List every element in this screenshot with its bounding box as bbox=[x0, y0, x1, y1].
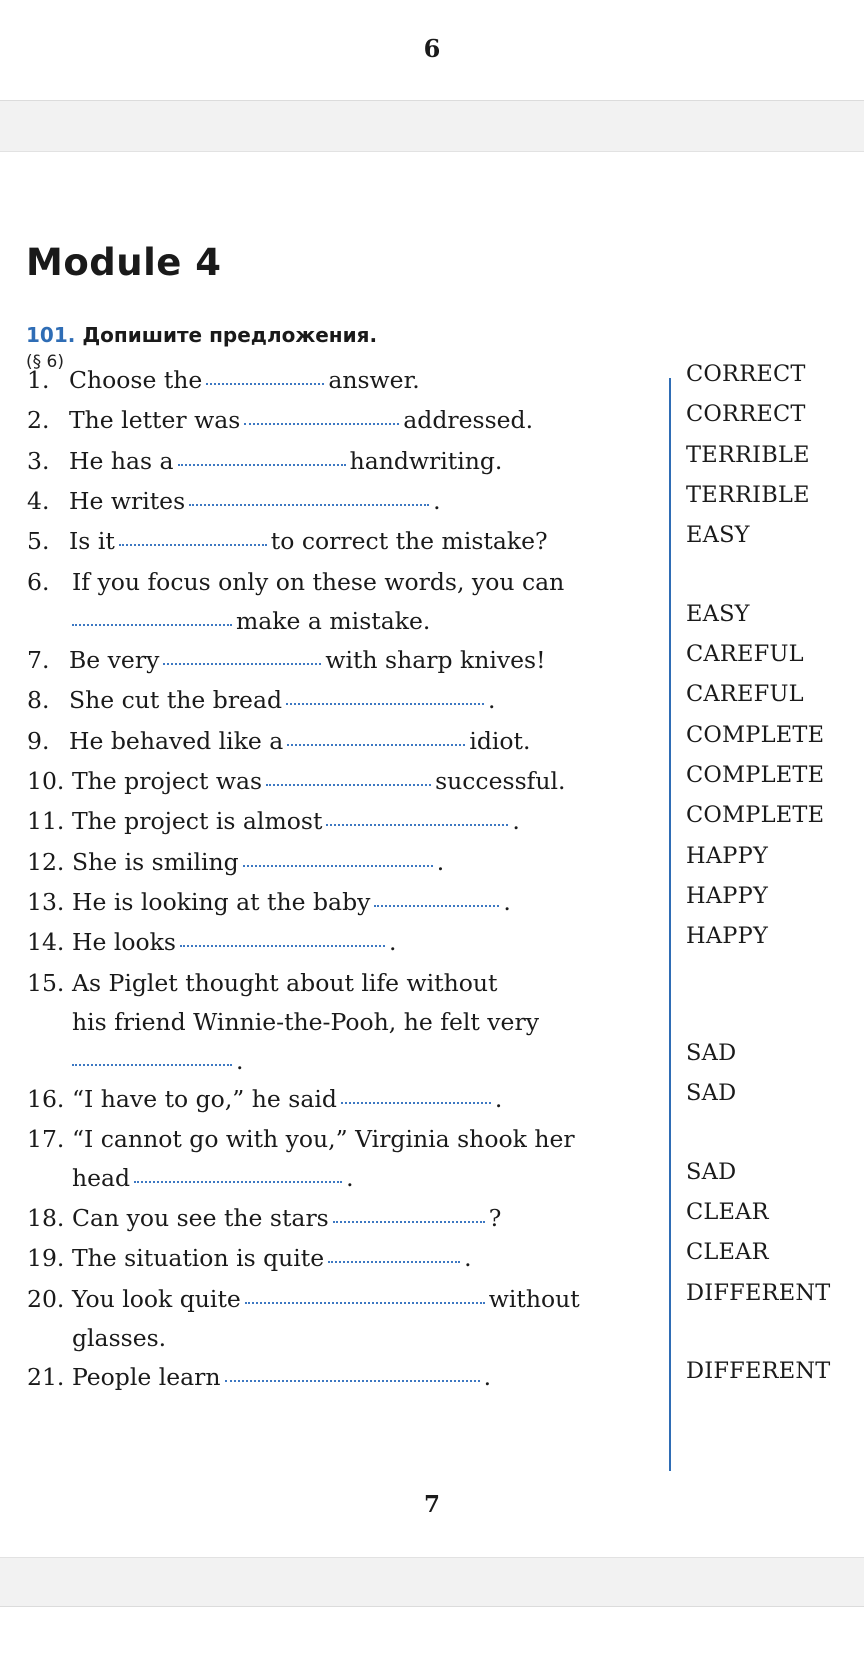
item-text bbox=[69, 401, 652, 440]
item-number: 1. bbox=[27, 366, 50, 394]
text-after: successful. bbox=[435, 767, 566, 795]
answer-blank[interactable] bbox=[206, 383, 324, 385]
item-text bbox=[72, 1199, 652, 1238]
item-text bbox=[72, 1239, 652, 1278]
item-number: 15. bbox=[27, 969, 65, 997]
text-before: He behaved like a bbox=[69, 727, 284, 755]
base-word: CAREFUL bbox=[686, 641, 804, 667]
text-after: . bbox=[488, 686, 496, 714]
text-line: If you focus only on these words, you can bbox=[72, 568, 565, 596]
text-after: . bbox=[436, 848, 445, 876]
item-number: 10. bbox=[27, 767, 65, 795]
exercise-number: 101. bbox=[26, 323, 76, 347]
text-before: head bbox=[72, 1164, 131, 1192]
text-after: answer. bbox=[328, 366, 420, 394]
base-word: EASY bbox=[686, 601, 750, 627]
answer-blank[interactable] bbox=[72, 1064, 232, 1066]
text-before: The situation is quite bbox=[72, 1244, 325, 1272]
answer-blank[interactable] bbox=[286, 703, 484, 705]
text-before: She cut the bread bbox=[69, 686, 283, 714]
item-text bbox=[72, 762, 652, 801]
text-after: . bbox=[464, 1244, 472, 1272]
text-before: He is looking at the baby bbox=[72, 888, 371, 916]
text-line: glasses. bbox=[72, 1324, 167, 1352]
item-number: 9. bbox=[27, 727, 50, 755]
text-after: . bbox=[503, 888, 511, 916]
item-text bbox=[72, 1280, 652, 1358]
text-before: She is smiling bbox=[72, 848, 239, 876]
base-word: HAPPY bbox=[686, 843, 769, 869]
item-number: 13. bbox=[27, 888, 65, 916]
text-after: idiot. bbox=[469, 727, 531, 755]
base-word: CLEAR bbox=[686, 1239, 769, 1265]
base-word: CORRECT bbox=[686, 361, 806, 387]
item-number: 16. bbox=[27, 1085, 65, 1113]
text-after: without bbox=[488, 1285, 580, 1313]
item-text bbox=[72, 843, 652, 882]
base-word: HAPPY bbox=[686, 883, 769, 909]
text-after: . bbox=[483, 1363, 492, 1391]
item-text bbox=[72, 1358, 652, 1397]
item-text bbox=[69, 522, 652, 561]
item-number: 8. bbox=[27, 686, 50, 714]
item-number: 21. bbox=[27, 1363, 65, 1391]
exercise-section: (§ 6) bbox=[26, 352, 64, 372]
base-word: SAD bbox=[686, 1080, 737, 1106]
answer-blank[interactable] bbox=[163, 663, 321, 665]
item-text bbox=[72, 563, 652, 641]
item-text bbox=[72, 802, 652, 841]
column-divider bbox=[669, 378, 671, 1471]
item-number: 17. bbox=[27, 1125, 65, 1153]
text-after: . bbox=[346, 1164, 354, 1192]
text-before: People learn bbox=[72, 1363, 221, 1391]
text-after: . bbox=[433, 487, 441, 515]
previous-page-number: 6 bbox=[423, 34, 441, 63]
answer-blank[interactable] bbox=[326, 824, 508, 826]
item-text bbox=[69, 442, 652, 481]
item-text bbox=[72, 923, 652, 962]
text-before: He has a bbox=[69, 447, 174, 475]
text-after: . bbox=[494, 1085, 503, 1113]
text-before: The project was bbox=[72, 767, 263, 795]
text-after: to correct the mistake? bbox=[270, 527, 548, 555]
base-word: TERRIBLE bbox=[686, 482, 810, 508]
item-text bbox=[72, 1080, 652, 1119]
answer-blank[interactable] bbox=[341, 1102, 491, 1104]
answer-blank[interactable] bbox=[189, 504, 429, 506]
answer-blank[interactable] bbox=[333, 1221, 485, 1223]
exercise-instruction: Допишите предложения. bbox=[82, 323, 378, 347]
text-before: The letter was bbox=[69, 406, 241, 434]
answer-blank[interactable] bbox=[225, 1380, 480, 1382]
base-word: COMPLETE bbox=[686, 762, 825, 788]
text-before: He writes bbox=[69, 487, 186, 515]
text-after: with sharp knives! bbox=[325, 646, 546, 674]
item-number: 18. bbox=[27, 1204, 65, 1232]
item-number: 12. bbox=[27, 848, 65, 876]
text-before: Can you see the stars bbox=[72, 1204, 329, 1232]
base-word: CLEAR bbox=[686, 1199, 769, 1225]
item-number: 6. bbox=[27, 568, 50, 596]
text-before: “I have to go,” he said bbox=[72, 1085, 337, 1113]
text-after: ? bbox=[488, 1204, 502, 1232]
text-after: . bbox=[236, 1047, 244, 1075]
answer-blank[interactable] bbox=[266, 784, 431, 786]
workbook-page[interactable] bbox=[0, 151, 864, 1558]
base-word: HAPPY bbox=[686, 923, 769, 949]
text-before: Choose the bbox=[69, 366, 203, 394]
item-number: 4. bbox=[27, 487, 50, 515]
text-line: “I cannot go with you,” Virginia shook her bbox=[72, 1125, 575, 1153]
page-number: 7 bbox=[423, 1491, 440, 1518]
answer-blank[interactable] bbox=[244, 423, 399, 425]
answer-blank[interactable] bbox=[243, 865, 433, 867]
base-word: SAD bbox=[686, 1040, 737, 1066]
base-word: TERRIBLE bbox=[686, 442, 810, 468]
answer-blank[interactable] bbox=[72, 624, 232, 626]
item-number: 2. bbox=[27, 406, 50, 434]
base-word: CORRECT bbox=[686, 401, 806, 427]
text-before: The project is almost bbox=[72, 807, 323, 835]
item-number: 11. bbox=[27, 807, 65, 835]
item-text bbox=[72, 883, 652, 922]
text-after: . bbox=[512, 807, 520, 835]
item-number: 20. bbox=[27, 1285, 65, 1313]
item-text bbox=[69, 722, 652, 761]
answer-blank[interactable] bbox=[328, 1261, 460, 1263]
answer-blank[interactable] bbox=[180, 945, 385, 947]
text-after: addressed. bbox=[403, 406, 534, 434]
text-line: As Piglet thought about life without bbox=[72, 969, 498, 997]
text-before: Be very bbox=[69, 646, 160, 674]
item-text bbox=[69, 361, 652, 400]
base-word: COMPLETE bbox=[686, 722, 825, 748]
base-word: EASY bbox=[686, 522, 750, 548]
text-before: He looks bbox=[72, 928, 176, 956]
base-word: DIFFERENT bbox=[686, 1280, 831, 1306]
item-number: 3. bbox=[27, 447, 50, 475]
exercise-heading bbox=[26, 323, 377, 347]
item-text bbox=[72, 964, 652, 1081]
text-after: handwriting. bbox=[349, 447, 503, 475]
answer-blank[interactable] bbox=[119, 544, 267, 546]
item-number: 5. bbox=[27, 527, 50, 555]
text-before: Is it bbox=[69, 527, 115, 555]
item-text bbox=[69, 482, 652, 521]
item-number: 14. bbox=[27, 928, 65, 956]
base-word: CAREFUL bbox=[686, 681, 804, 707]
text-after: . bbox=[388, 928, 397, 956]
answer-blank[interactable] bbox=[287, 744, 465, 746]
answer-blank[interactable] bbox=[374, 905, 499, 907]
item-text bbox=[69, 641, 652, 680]
item-text bbox=[69, 681, 652, 720]
previous-page-bottom bbox=[0, 0, 864, 101]
base-word: DIFFERENT bbox=[686, 1358, 831, 1384]
base-word: COMPLETE bbox=[686, 802, 825, 828]
item-text bbox=[72, 1120, 652, 1198]
item-number: 7. bbox=[27, 646, 50, 674]
text-line: his friend Winnie-the-Pooh, he felt very bbox=[72, 1008, 539, 1036]
answer-blank[interactable] bbox=[134, 1181, 342, 1183]
answer-blank[interactable] bbox=[245, 1302, 485, 1304]
text-after: make a mistake. bbox=[236, 607, 431, 635]
item-number: 19. bbox=[27, 1244, 65, 1272]
text-before: You look quite bbox=[72, 1285, 241, 1313]
next-page-top bbox=[0, 1606, 864, 1671]
answer-blank[interactable] bbox=[178, 464, 346, 466]
base-word: SAD bbox=[686, 1159, 737, 1185]
module-title: Module 4 bbox=[26, 241, 222, 284]
